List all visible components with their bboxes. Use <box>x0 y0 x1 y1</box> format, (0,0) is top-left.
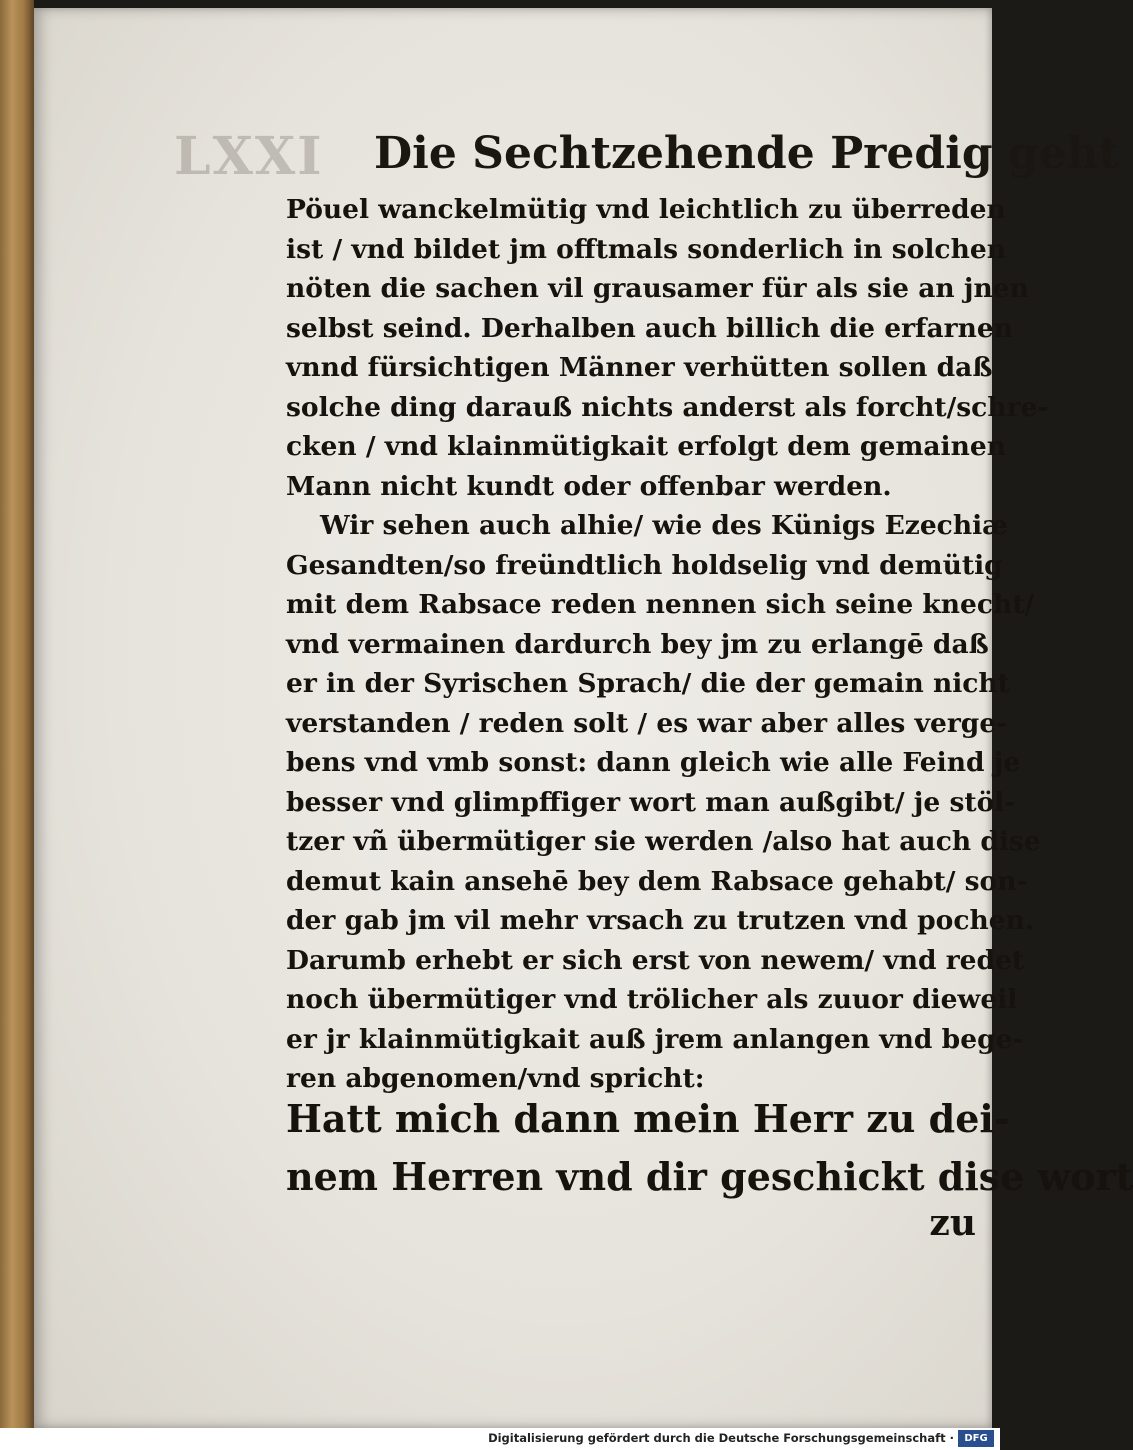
catchword: zu <box>929 1202 976 1244</box>
text-line: selbst seind. Derhalben auch billich die erfarnen <box>286 312 1013 344</box>
text-line: solche ding darauß nichts anderst als forcht/schre- <box>286 391 1049 423</box>
text-line: vnd vermainen dardurch bey jm zu erlangē daß <box>286 628 989 660</box>
quote-line: Hatt mich dann mein Herr zu dei- <box>286 1096 1010 1141</box>
text-line: noch übermütiger vnd trölicher als zuuor dieweil <box>286 984 1018 1015</box>
text-line: tzer vñ übermütiger sie werden /also hat auch dise <box>286 826 1041 857</box>
running-heading: Die Sechtzehende Predig geht <box>374 128 1119 179</box>
text-line: ren abgenomen/vnd spricht: <box>286 1063 705 1094</box>
text-line: Darumb erhebt er sich erst von newem/ vnd redet <box>286 944 1025 976</box>
text-line: bens vnd vmb sonst: dann gleich wie alle Feind je <box>286 747 1021 778</box>
quote-line: nem Herren vnd dir geschickt dise wort <box>286 1154 1133 1199</box>
text-line: verstanden / reden solt / es war aber alles verge- <box>286 707 1008 739</box>
text-line: Mann nicht kundt oder offenbar werden. <box>286 470 892 502</box>
text-line: Gesandten/so freündtlich holdselig vnd demütig <box>286 549 1003 581</box>
dfg-logo-icon: DFG <box>958 1430 994 1447</box>
text-line: demut kain ansehē bey dem Rabsace gehabt/ son- <box>286 865 1028 897</box>
book-spine <box>0 0 34 1435</box>
text-line: mit dem Rabsace reden nennen sich seine knecht/ <box>286 589 1035 620</box>
text-line: Pöuel wanckelmütig vnd leichtlich zu überreden <box>286 194 1006 225</box>
scripture-quote <box>286 1090 1133 1206</box>
text-line: Wir sehen auch alhie/ wie des Künigs Ezechiæ <box>320 510 1008 541</box>
text-line: besser vnd glimpffiger wort man außgibt/ je stöl- <box>286 786 1016 818</box>
text-line: ist / vnd bildet jm offtmals sonderlich in solchen <box>286 233 1006 265</box>
text-line: er jr klainmütigkait auß jrem anlangen vnd bege- <box>286 1023 1024 1055</box>
digitization-footer <box>0 1428 1000 1450</box>
folio-number: LXXI <box>174 126 324 187</box>
funding-notice: Digitalisierung gefördert durch die Deutsche Forschungsgemeinschaft · <box>488 1431 954 1445</box>
text-line: nöten die sachen vil grausamer für als sie an jnen <box>286 273 1029 304</box>
text-line: der gab jm vil mehr vrsach zu trutzen vnd pochen. <box>286 905 1035 936</box>
text-line: er in der Syrischen Sprach/ die der gemain nicht <box>286 668 1010 699</box>
sermon-paragraph <box>286 190 1049 1099</box>
text-line: cken / vnd klainmütigkait erfolgt dem gemainen <box>286 431 1006 462</box>
text-line: vnnd fürsichtigen Männer verhütten sollen daß <box>286 352 993 383</box>
